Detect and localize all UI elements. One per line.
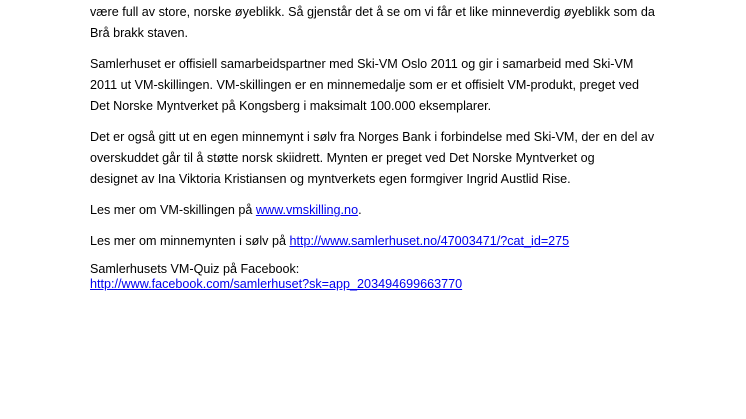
- text-line: Det Norske Myntverket på Kongsberg i maksimalt 100.000 eksemplarer.: [90, 99, 492, 113]
- paragraph-facebook-quiz: [90, 262, 690, 292]
- text-line: Brå brakk staven.: [90, 26, 188, 40]
- facebook-quiz-label: Samlerhusets VM-Quiz på Facebook:: [90, 262, 300, 276]
- paragraph-samlerhuset-link: [90, 231, 690, 252]
- facebook-link[interactable]: http://www.facebook.com/samlerhuset?sk=app_203494699663770: [90, 277, 463, 291]
- link-prefix: Les mer om VM-skillingen på: [90, 203, 256, 217]
- text-line: designet av Ina Viktoria Kristiansen og myntverkets egen formgiver Ingrid Austlid Rise.: [90, 172, 571, 186]
- document-body: [90, 2, 690, 302]
- text-line: være full av store, norske øyeblikk. Så gjenstår det å se om vi får et like minneverdig øyeblikk som da: [90, 5, 655, 19]
- paragraph-intro-end: [90, 2, 690, 44]
- vmskilling-link[interactable]: www.vmskilling.no: [255, 203, 359, 217]
- text-line: [90, 231, 690, 252]
- text-line: [90, 277, 690, 292]
- link-prefix: Les mer om minnemynten i sølv på: [90, 234, 290, 248]
- text-line: 2011 ut VM-skillingen. VM-skillingen er en minnemedalje som er et offisielt VM-produkt, preget ved: [90, 78, 640, 92]
- paragraph-vm-skillingen: [90, 54, 690, 117]
- text-line: Det er også gitt ut en egen minnemynt i sølv fra Norges Bank i forbindelse med Ski-VM, der en del av: [90, 130, 655, 144]
- text-line: [90, 200, 690, 221]
- link-suffix: .: [358, 203, 362, 217]
- paragraph-vmskilling-link: [90, 200, 690, 221]
- text-line: Samlerhuset er offisiell samarbeidspartner med Ski-VM Oslo 2011 og gir i samarbeid med Ski-VM: [90, 57, 634, 71]
- text-line: overskuddet går til å støtte norsk skiidrett. Mynten er preget ved Det Norske Myntverket og: [90, 151, 595, 165]
- samlerhuset-link[interactable]: http://www.samlerhuset.no/47003471/?cat_id=275: [289, 234, 570, 248]
- paragraph-minnemynt: [90, 127, 690, 190]
